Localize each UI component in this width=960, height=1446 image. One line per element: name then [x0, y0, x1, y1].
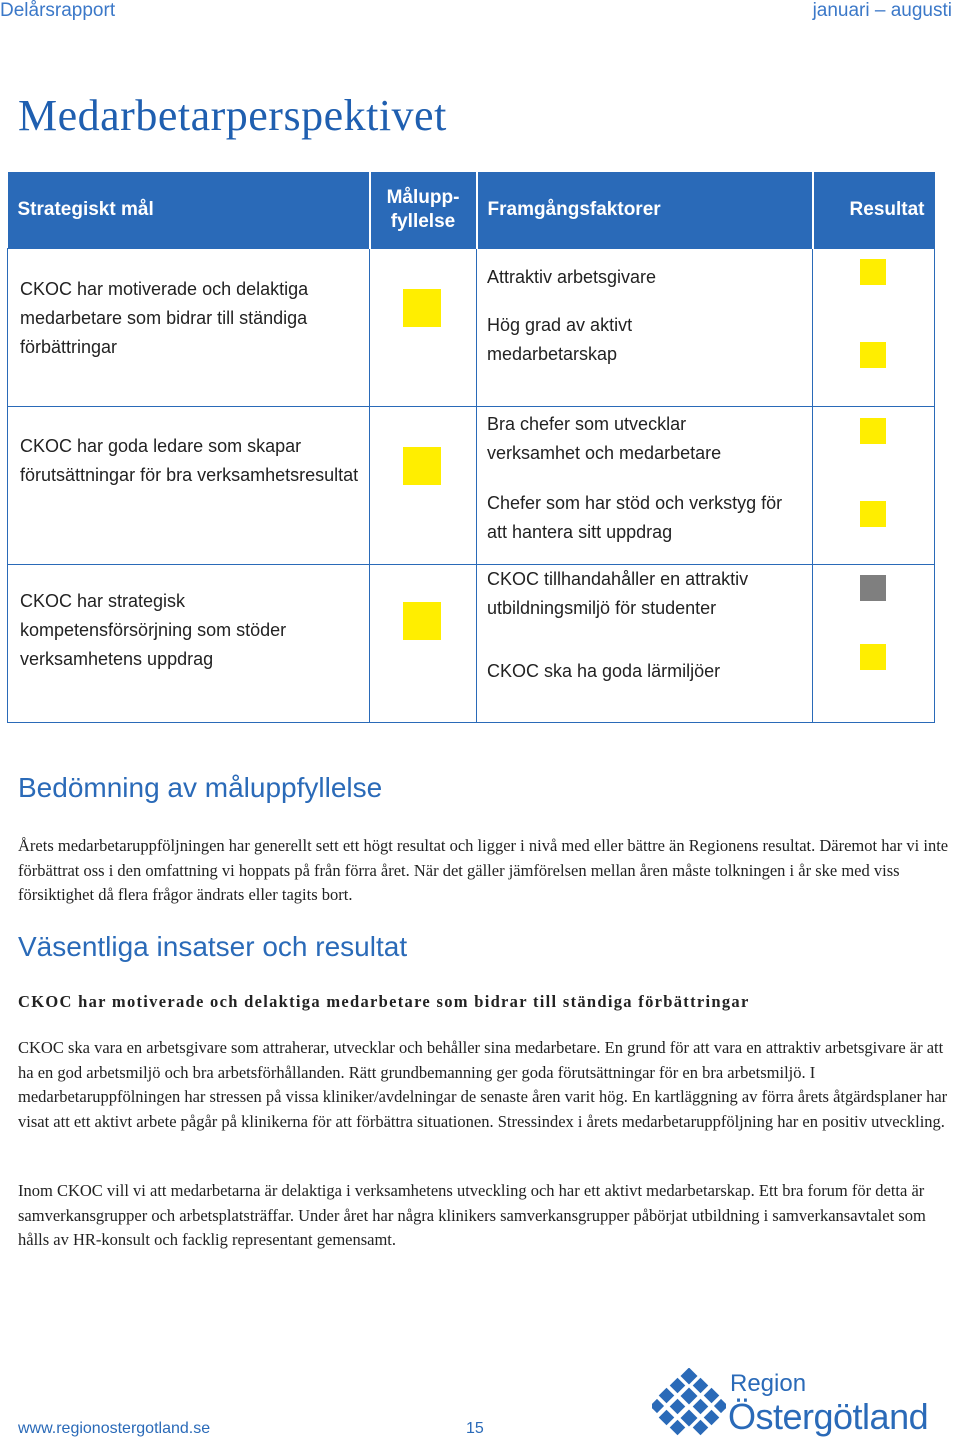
- fulfillment-cell: [370, 565, 477, 723]
- logo-emblem-icon: [652, 1368, 726, 1438]
- page-title: Medarbetarperspektivet: [18, 91, 447, 140]
- result-status-indicator: [860, 418, 886, 444]
- result-status-indicator: [860, 575, 886, 601]
- logo-text-ostergotland: Östergötland: [728, 1396, 929, 1437]
- footer-url[interactable]: www.regionostergotland.se: [18, 1420, 211, 1437]
- actions-subheading: CKOC har motiverade och delaktiga medarbetare som bidrar till ständiga förbättringar: [18, 992, 750, 1011]
- result-cell: [813, 249, 935, 407]
- result-status-indicator: [860, 259, 886, 285]
- assessment-heading: Bedömning av måluppfyllelse: [18, 772, 383, 803]
- goal-text: CKOC har strategisk kompetensförsörjning som stöder verksamhetens uppdrag: [20, 591, 287, 669]
- table-row: [8, 565, 935, 723]
- header-fulfillment-line2: fyllelse: [390, 211, 456, 232]
- header-success-factors: Framgångsfaktorer: [477, 172, 813, 249]
- factors-cell: [477, 249, 813, 407]
- goal-cell: [8, 249, 370, 407]
- result-status-indicator: [860, 501, 886, 527]
- fulfillment-status-indicator: [403, 602, 441, 640]
- table-row: [8, 407, 935, 565]
- factor-text: Bra chefer som utvecklar verksamhet och medarbetare: [487, 414, 722, 463]
- logo-text-region: Region: [730, 1370, 807, 1397]
- actions-paragraph-2: Inom CKOC vill vi att medarbetarna är delaktiga i verksamhetens utveckling och har ett aktivt medarbetarskap. Ett bra forum för detta är samverkansgrupper och arbetsplatsträffar. Under året har några klinikers samverkansgrupper påbörjat utbildning i samverkansavtalet som hålls av HR-konsult och facklig representant gemensamt.: [18, 1181, 926, 1249]
- assessment-text: Årets medarbetaruppföljningen har generellt sett ett högt resultat och ligger i nivå med eller bättre än Regionens resultat. Däremot har vi inte förbättrat oss i den omfattning vi hoppats på från förra året. När det gäller jämförelsen mellan åren måste tolkningen i år ske med viss försiktighet då flera frågor ändrats eller tagits bort.: [18, 836, 949, 904]
- fulfillment-status-indicator: [403, 447, 441, 485]
- table-header-row: [8, 172, 935, 249]
- table-row: [8, 249, 935, 407]
- header-strategic-goal: Strategiskt mål: [8, 172, 370, 249]
- actions-heading: Väsentliga insatser och resultat: [18, 931, 408, 962]
- factor-text: Attraktiv arbetsgivare: [487, 267, 657, 287]
- header-result: Resultat: [813, 172, 935, 249]
- result-status-indicator: [860, 342, 886, 368]
- result-status-indicator: [860, 644, 886, 670]
- factors-cell: [477, 565, 813, 723]
- factor-text: CKOC ska ha goda lärmiljöer: [487, 661, 721, 681]
- fulfillment-status-indicator: [403, 289, 441, 327]
- header-report-name: Delårsrapport: [0, 0, 116, 21]
- page-number: 15: [466, 1420, 484, 1437]
- header-period: januari – augusti: [812, 0, 952, 21]
- factor-text: Hög grad av aktivt medarbetarskap: [487, 315, 633, 364]
- goal-text: CKOC har motiverade och delaktiga medarbetare som bidrar till ständiga förbättringar: [20, 279, 309, 357]
- factor-text: Chefer som har stöd och verkstyg för att hantera sitt uppdrag: [487, 493, 783, 542]
- factors-cell: [477, 407, 813, 565]
- goal-text: CKOC har goda ledare som skapar förutsättningar för bra verksamhetsresultat: [20, 436, 359, 485]
- goals-table: [7, 172, 935, 723]
- header-fulfillment: [370, 172, 477, 249]
- header-fulfillment-line1: Målupp-: [386, 187, 460, 208]
- factor-text: CKOC tillhandahåller en attraktiv utbildningsmiljö för studenter: [487, 569, 749, 618]
- result-cell: [813, 407, 935, 565]
- fulfillment-cell: [370, 407, 477, 565]
- goal-cell: [8, 565, 370, 723]
- actions-paragraph-1: CKOC ska vara en arbetsgivare som attraherar, utvecklar och behåller sina medarbetare. En grund för att vara en attraktiv arbetsgivare är att ha en god arbetsmiljö och bra arbetsförhållanden. Rätt grundbemanning ger goda förutsättningar för en bra arbetsmiljö. I medarbetaruppfölningen har stressen på vissa kliniker/avdelningar de senaste åren varit hög. En kartläggning av förra årets åtgärdsplaner har visat att ett aktivt arbete pågår på klinikerna för att förbättra situationen. Stressindex i årets medarbetaruppföljning har en positiv utveckling.: [18, 1038, 948, 1131]
- region-logo: [652, 1368, 942, 1440]
- result-cell: [813, 565, 935, 723]
- fulfillment-cell: [370, 249, 477, 407]
- goal-cell: [8, 407, 370, 565]
